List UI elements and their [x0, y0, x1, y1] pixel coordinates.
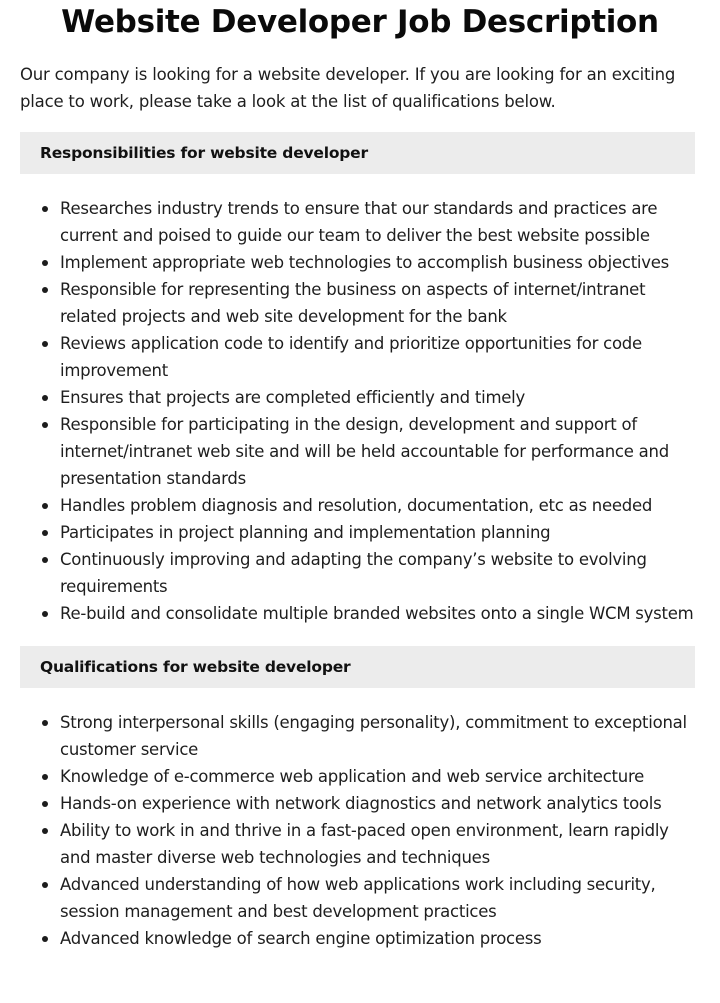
list-item: Responsible for participating in the design, development and support of internet/intranet web site and will be held accountable for performance and presentation standards — [60, 411, 700, 492]
responsibilities-list — [0, 195, 720, 627]
list-item: Researches industry trends to ensure that our standards and practices are current and poised to guide our team to deliver the best website possible — [60, 195, 700, 249]
list-item: Responsible for representing the business on aspects of internet/intranet related projects and web site development for the bank — [60, 276, 700, 330]
list-item: Ensures that projects are completed efficiently and timely — [60, 384, 700, 411]
list-item: Knowledge of e-commerce web application and web service architecture — [60, 763, 700, 790]
list-item: Participates in project planning and implementation planning — [60, 519, 700, 546]
list-item: Implement appropriate web technologies to accomplish business objectives — [60, 249, 700, 276]
list-item: Hands-on experience with network diagnostics and network analytics tools — [60, 790, 700, 817]
qualifications-list — [0, 709, 720, 952]
list-item: Advanced understanding of how web applications work including security, session management and best development practices — [60, 871, 700, 925]
list-item: Handles problem diagnosis and resolution, documentation, etc as needed — [60, 492, 700, 519]
list-item: Reviews application code to identify and prioritize opportunities for code improvement — [60, 330, 700, 384]
page-title: Website Developer Job Description — [61, 4, 659, 40]
intro-paragraph: Our company is looking for a website developer. If you are looking for an exciting place to work, please take a look at the list of qualifications below. — [20, 65, 676, 111]
list-item: Re-build and consolidate multiple branded websites onto a single WCM system — [60, 600, 700, 627]
qualifications-heading: Qualifications for website developer — [20, 646, 695, 688]
list-item: Advanced knowledge of search engine optimization process — [60, 925, 700, 952]
responsibilities-heading: Responsibilities for website developer — [20, 132, 695, 174]
list-item: Strong interpersonal skills (engaging personality), commitment to exceptional customer service — [60, 709, 700, 763]
list-item: Continuously improving and adapting the company’s website to evolving requirements — [60, 546, 700, 600]
list-item: Ability to work in and thrive in a fast-paced open environment, learn rapidly and master diverse web technologies and techniques — [60, 817, 700, 871]
